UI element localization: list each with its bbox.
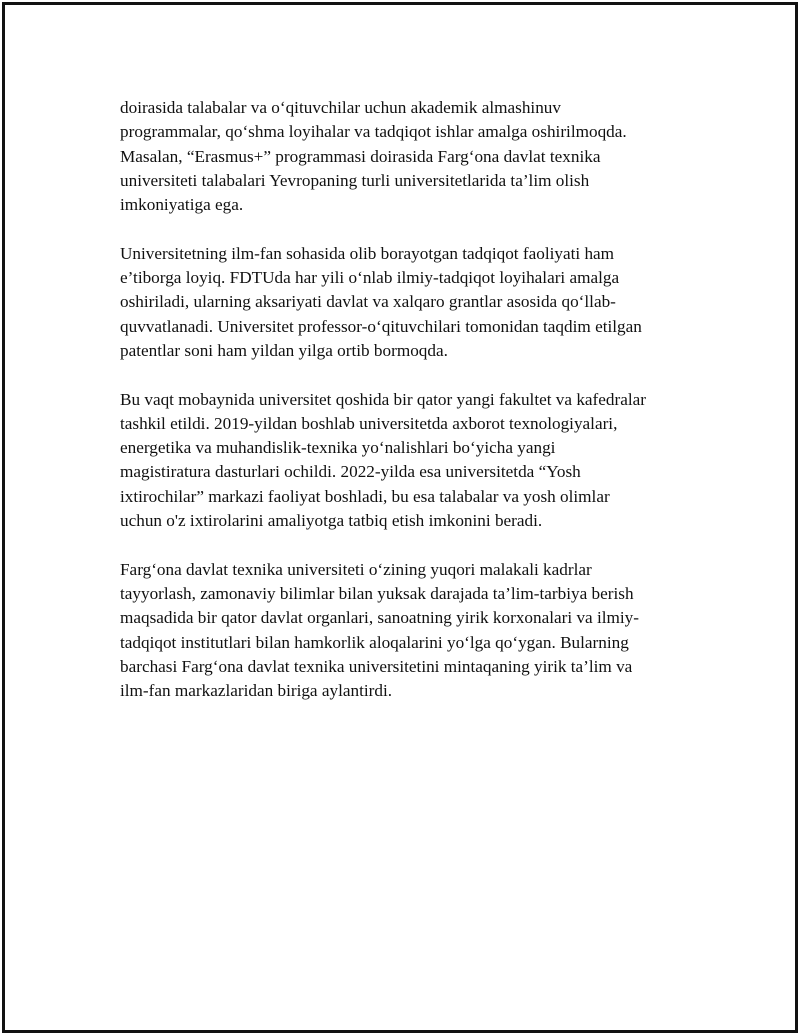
text-line: patentlar soni ham yildan yilga ortib bormoqda. bbox=[120, 340, 448, 360]
paragraph-academic-exchange bbox=[120, 96, 700, 217]
text-line: magistiratura dasturlari ochildi. 2022-yilda esa universitetda “Yosh bbox=[120, 462, 581, 482]
text-line: ilm-fan markazlaridan biriga aylantirdi. bbox=[120, 681, 393, 701]
paragraph-research-activity bbox=[120, 242, 700, 363]
text-line: ixtirochilar” markazi faoliyat boshladi, bu esa talabalar va yosh olimlar bbox=[120, 486, 610, 506]
text-line: Universitetning ilm-fan sohasida olib borayotgan tadqiqot faoliyati ham bbox=[120, 243, 615, 263]
text-line: universiteti talabalari Yevropaning turli universitetlarida ta’lim olish bbox=[120, 170, 590, 190]
document-body bbox=[120, 96, 700, 728]
text-line: quvvatlanadi. Universitet professor-o‘qituvchilari tomonidan taqdim etilgan bbox=[120, 316, 642, 336]
text-line: tashkil etildi. 2019-yildan boshlab universitetda axborot texnologiyalari, bbox=[120, 413, 618, 433]
text-line: e’tiborga loyiq. FDTUda har yili o‘nlab ilmiy-tadqiqot loyihalari amalga bbox=[120, 268, 620, 288]
text-line: barchasi Farg‘ona davlat texnika universitetini mintaqaning yirik ta’lim va bbox=[120, 656, 633, 676]
paragraph-partnerships bbox=[120, 558, 700, 704]
text-line: imkoniyatiga ega. bbox=[120, 195, 244, 215]
text-line: Bu vaqt mobaynida universitet qoshida bir qator yangi fakultet va kafedralar bbox=[120, 389, 646, 409]
text-line: uchun o'z ixtirolarini amaliyotga tatbiq etish imkonini beradi. bbox=[120, 511, 543, 531]
text-line: tadqiqot institutlari bilan hamkorlik aloqalarini yo‘lga qo‘ygan. Bularning bbox=[120, 632, 629, 652]
text-line: Farg‘ona davlat texnika universiteti o‘zining yuqori malakali kadrlar bbox=[120, 559, 592, 579]
paragraph-new-faculties bbox=[120, 388, 700, 534]
text-line: oshiriladi, ularning aksariyati davlat va xalqaro grantlar asosida qo‘llab- bbox=[120, 292, 616, 312]
text-line: Masalan, “Erasmus+” programmasi doirasida Farg‘ona davlat texnika bbox=[120, 146, 601, 166]
page-frame bbox=[2, 2, 798, 1033]
text-line: tayyorlash, zamonaviy bilimlar bilan yuksak darajada ta’lim-tarbiya berish bbox=[120, 583, 634, 603]
text-line: maqsadida bir qator davlat organlari, sanoatning yirik korxonalari va ilmiy- bbox=[120, 608, 639, 628]
text-line: energetika va muhandislik-texnika yo‘nalishlari bo‘yicha yangi bbox=[120, 438, 556, 458]
text-line: programmalar, qo‘shma loyihalar va tadqiqot ishlar amalga oshirilmoqda. bbox=[120, 122, 627, 142]
text-line: doirasida talabalar va o‘qituvchilar uchun akademik almashinuv bbox=[120, 98, 561, 117]
